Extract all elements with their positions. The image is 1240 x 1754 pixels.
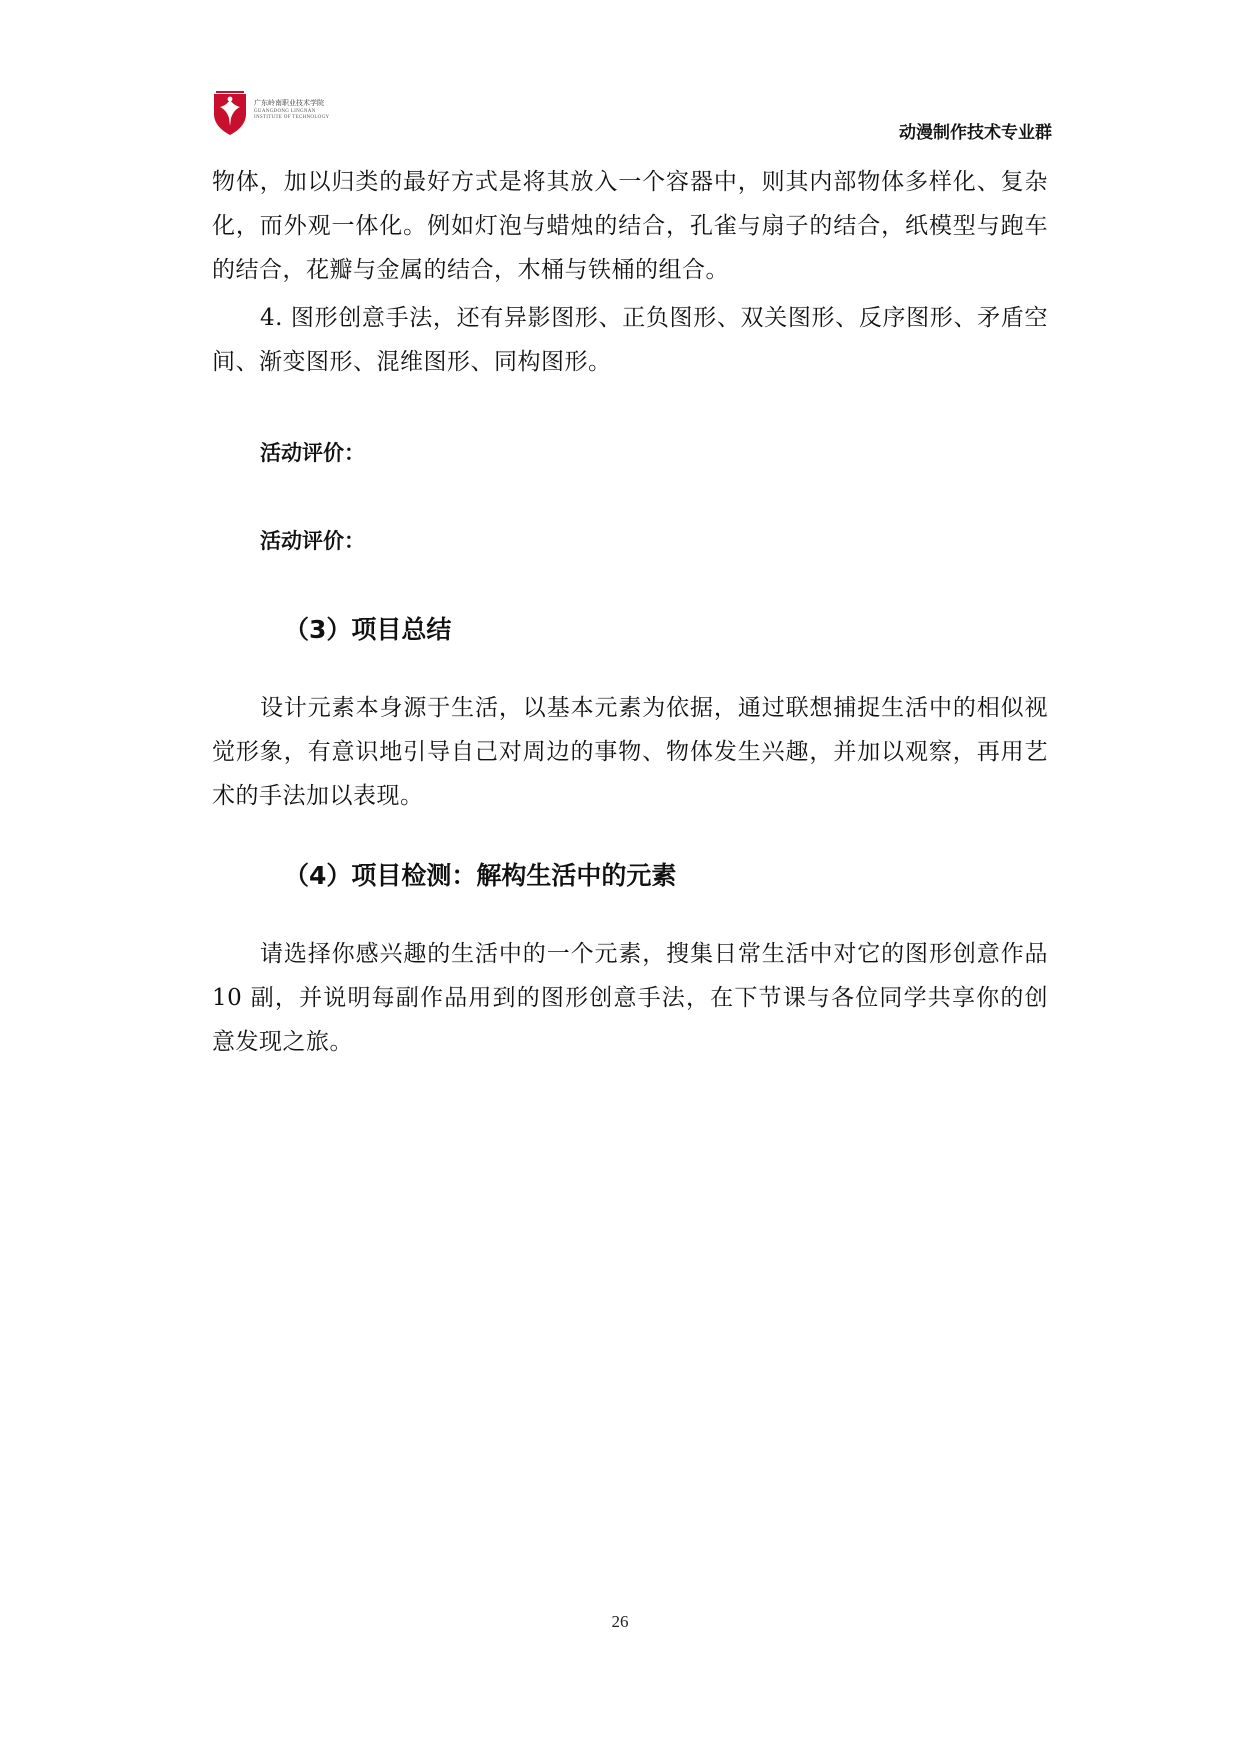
summary-paragraph: 设计元素本身源于生活，以基本元素为依据，通过联想捕捉生活中的相似视觉形象，有意识地引导自己对周边的事物、物体发生兴趣，并加以观察，再用艺术的手法加以表现。 (212, 695, 1048, 809)
section-heading-summary: （3）项目总结 (284, 615, 452, 644)
page-header (212, 88, 1052, 148)
page-number: 26 (611, 1612, 629, 1631)
test-paragraph: 请选择你感兴趣的生活中的一个元素，搜集日常生活中对它的图形创意作品 10 副，并说明每副作品用到的图形创意手法，在下节课与各位同学共享你的创意发现之旅。 (212, 941, 1048, 1055)
list-item-4: 4. 图形创意手法，还有异影图形、正负图形、双关图形、反序图形、矛盾空间、渐变图形、混维图形、同构图形。 (212, 305, 1048, 375)
program-name: 动漫制作技术专业群 (899, 123, 1052, 143)
paragraph-continued: 物体，加以归类的最好方式是将其放入一个容器中，则其内部物体多样化、复杂化，而外观一体化。例如灯泡与蜡烛的结合，孔雀与扇子的结合，纸模型与跑车的结合，花瓣与金属的结合，木桶与铁桶的组合。 (212, 169, 1048, 283)
page-content (212, 160, 1048, 1064)
section-heading-test: （4）项目检测：解构生活中的元素 (284, 861, 677, 890)
evaluation-label: 活动评价： (260, 529, 365, 553)
school-logo (212, 88, 352, 140)
logo-name-en-1: GUANGDONG LINGNAN (254, 109, 316, 114)
school-shield-icon (212, 90, 248, 136)
logo-name-en-2: INSTITUTE OF TECHNOLOGY (254, 115, 330, 120)
logo-name-cn: 广东岭南职业技术学院 (254, 99, 324, 107)
evaluation-label: 活动评价： (260, 441, 365, 465)
